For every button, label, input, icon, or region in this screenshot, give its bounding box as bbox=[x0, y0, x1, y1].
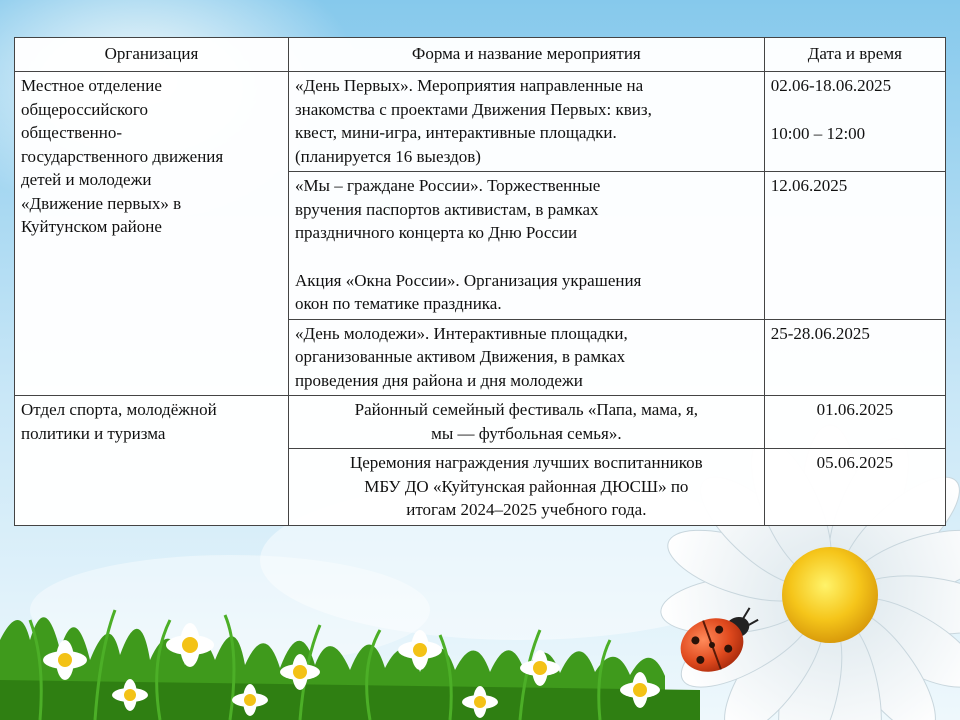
event-cell bbox=[288, 449, 764, 526]
table-header-row bbox=[15, 38, 946, 72]
organization-cell bbox=[15, 72, 289, 396]
date-cell bbox=[764, 319, 945, 396]
organization-line: детей и молодежи bbox=[21, 170, 152, 189]
event-line: «День молодежи». Интерактивные площадки, bbox=[294, 323, 628, 343]
event-cell bbox=[288, 319, 764, 396]
event-date: 01.06.2025 bbox=[816, 400, 894, 419]
event-line: мы — футбольная семья». bbox=[431, 423, 622, 443]
event-date: 12.06.2025 bbox=[770, 176, 848, 195]
event-line: Районный семейный фестиваль «Папа, мама, я, bbox=[354, 400, 699, 419]
organization-line: Куйтунском районе bbox=[21, 217, 162, 236]
event-line: итогам 2024–2025 учебного года. bbox=[406, 500, 647, 519]
table-row bbox=[15, 72, 946, 172]
organization-line: «Движение первых» в bbox=[21, 193, 182, 213]
event-date: 02.06-18.06.2025 bbox=[770, 76, 892, 95]
event-date: 05.06.2025 bbox=[816, 453, 894, 472]
organization-line: общественно- bbox=[21, 123, 123, 142]
event-line: окон по тематике праздника. bbox=[294, 294, 502, 313]
event-cell bbox=[288, 172, 764, 320]
event-line: «День Первых». Мероприятия направленные на bbox=[294, 76, 644, 95]
spacer bbox=[295, 245, 758, 269]
organization-line: политики и туризма bbox=[21, 423, 166, 443]
organization-line: Местное отделение bbox=[21, 76, 162, 95]
organization-line: Отдел спорта, молодёжной bbox=[21, 400, 217, 419]
header-date-time: Дата и время bbox=[764, 38, 945, 72]
table-row bbox=[15, 396, 946, 449]
event-line: Церемония награждения лучших воспитанников bbox=[349, 453, 703, 472]
event-line: «Мы – граждане России». Торжественные bbox=[294, 176, 601, 195]
event-line: праздничного концерта ко Дню России bbox=[294, 223, 578, 242]
event-line: проведения дня района и дня молодежи bbox=[294, 370, 583, 390]
header-organization: Организация bbox=[15, 38, 289, 72]
event-line: квест, мини-игра, интерактивные площадки. bbox=[294, 123, 617, 142]
event-time: 10:00 – 12:00 bbox=[770, 123, 866, 143]
header-event: Форма и название мероприятия bbox=[288, 38, 764, 72]
organization-line: государственного движения bbox=[21, 146, 224, 166]
event-line: Акция «Окна России». Организация украшения bbox=[294, 270, 642, 290]
event-line: (планируется 16 выездов) bbox=[294, 146, 481, 166]
spacer bbox=[771, 98, 939, 122]
event-cell bbox=[288, 396, 764, 449]
date-cell bbox=[764, 449, 945, 526]
event-line: организованные активом Движения, в рамках bbox=[294, 347, 626, 366]
organization-line: общероссийского bbox=[21, 99, 148, 119]
event-line: знакомства с проектами Движения Первых: квиз, bbox=[294, 99, 652, 119]
event-line: вручения паспортов активистам, в рамках bbox=[294, 199, 599, 219]
event-cell bbox=[288, 72, 764, 172]
events-table bbox=[14, 37, 946, 526]
event-line: МБУ ДО «Куйтунская районная ДЮСШ» по bbox=[364, 476, 689, 496]
event-date: 25-28.06.2025 bbox=[770, 323, 870, 343]
organization-cell bbox=[15, 396, 289, 526]
date-cell bbox=[764, 172, 945, 320]
date-cell bbox=[764, 72, 945, 172]
date-cell bbox=[764, 396, 945, 449]
